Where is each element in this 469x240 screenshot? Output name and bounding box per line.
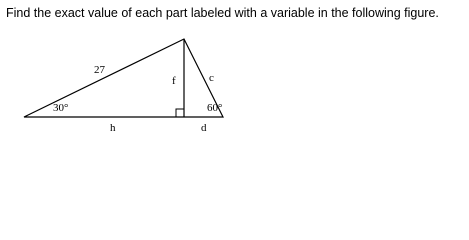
label-27: 27 (94, 64, 105, 76)
label-angle-60: 60° (207, 102, 223, 114)
label-angle-30: 30° (53, 102, 69, 114)
right-angle-mark (176, 109, 184, 117)
label-d: d (201, 122, 207, 134)
problem-prompt: Find the exact value of each part labeled with a variable in the following figure. (6, 6, 439, 20)
label-c: c (209, 72, 214, 84)
label-f: f (172, 75, 176, 87)
label-h: h (110, 122, 116, 134)
